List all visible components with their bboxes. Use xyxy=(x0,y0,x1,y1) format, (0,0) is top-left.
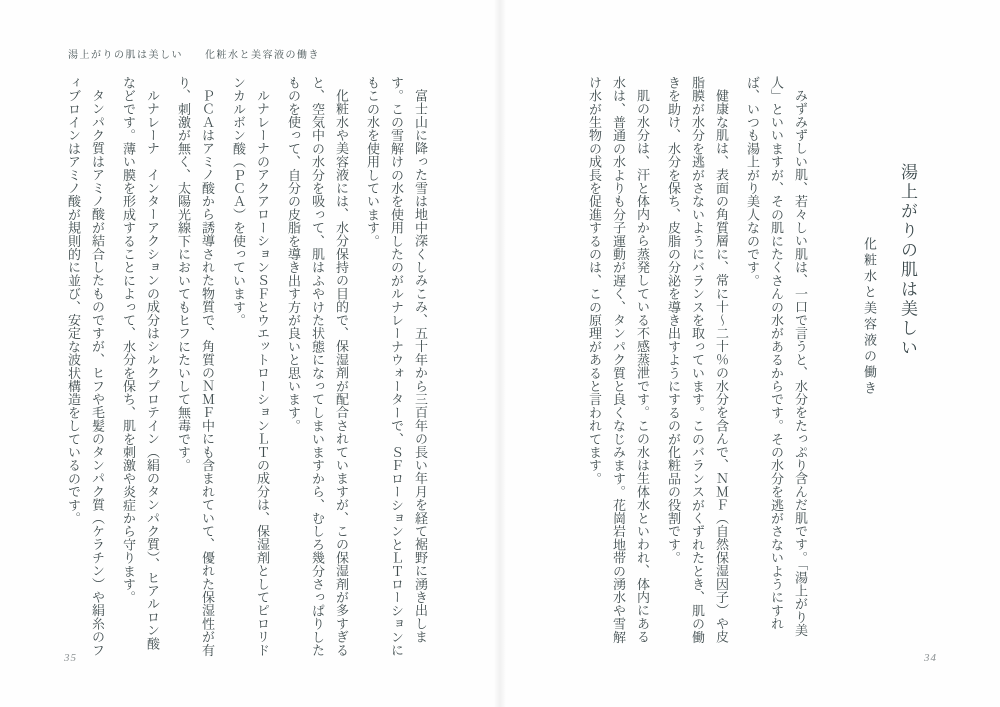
body-text-right xyxy=(582,76,812,646)
chapter-title: 湯上がりの肌は美しい xyxy=(898,163,917,358)
paragraph: タンパク質はアミノ酸が結合したものですが、ヒフや毛髪のタンパク質（ケラチン）や絹糸のフィブロインはアミノ酸が規則的に並び、安定な波状構造をしているのです。 xyxy=(66,76,105,657)
page-gutter-divider xyxy=(494,0,506,707)
running-header xyxy=(68,46,320,61)
running-header-title: 湯上がりの肌は美しい xyxy=(68,50,183,61)
paragraph: 富士山に降った雪は地中深くしみこみ、五十年から三百年の長い年月を経て裾野に湧き出します。この雪解けの水を使用したのがルナレーナウォーターで、ＳＦローションとＬＴローションにもこの水を使用しています。 xyxy=(365,76,428,657)
paragraph: ＰＣＡはアミノ酸から誘導された物質で、角質のＮＭＦ中にも含まれていて、優れた保湿性が有り、刺激が無く、太陽光線下においてもヒフにたいして無毒です。 xyxy=(176,76,215,657)
page-number-right: 34 xyxy=(924,652,937,664)
paragraph: 健康な肌は、表面の角質層に、常に十〜二十％の水分を含んで、ＮＭＦ（自然保湿因子）や皮脂膜が水分を逃がさないようにバランスを取っています。このバランスがくずれたとき、肌の働きを助け、水分を保ち、皮脂の分泌を導き出すようにするのが化粧品の役割です。 xyxy=(666,76,729,644)
chapter-title-block xyxy=(860,163,920,397)
paragraph: みずみずしい肌、若々しい肌は、一口で言うと、水分をたっぷり含んだ肌です。「湯上がり美人」といいますが、その肌にたくさんの水があるからです。その水分を逃がさないようにすれば、いつも湯上がり美人なのです。 xyxy=(745,76,808,637)
paragraph: 化粧水や美容液には、水分保持の目的で、保湿剤が配合されていますが、この保湿剤が多すぎると、空気中の水分を吸って、肌はふやけた状態になってしまいますから、むしろ幾分さっぱりしたものを使って、自分の皮脂を導き出す方が良いと思います。 xyxy=(286,76,349,657)
paragraph: ルナレーナ インターアクションの成分はシルクプロテイン（絹のタンパク質）、ヒアルロン酸などです。薄い膜を形成することによって、水分を保ち、肌を刺激や炎症から守ります。 xyxy=(121,76,160,651)
paragraph: 肌の水分は、汗と体内から蒸発している不感蒸泄です。この水は生体水といわれ、体内にある水は、普通の水よりも分子運動が遅く、タンパク質と良くなじみます。花崗岩地帯の湧水や雪解け水が生物の成長を促進するのは、この原理があると言われてます。 xyxy=(587,76,650,644)
paragraph: ルナレーナのアクアローションＳＦとウエットローションＬＴの成分は、保湿剤としてピロリドンカルボン酸（ＰＣＡ）を使っています。 xyxy=(231,76,270,657)
page-number-left: 35 xyxy=(64,652,77,664)
running-header-subtitle: 化粧水と美容液の働き xyxy=(205,50,320,61)
body-text-left xyxy=(61,76,432,660)
chapter-subtitle: 化粧水と美容液の働き xyxy=(862,237,877,397)
